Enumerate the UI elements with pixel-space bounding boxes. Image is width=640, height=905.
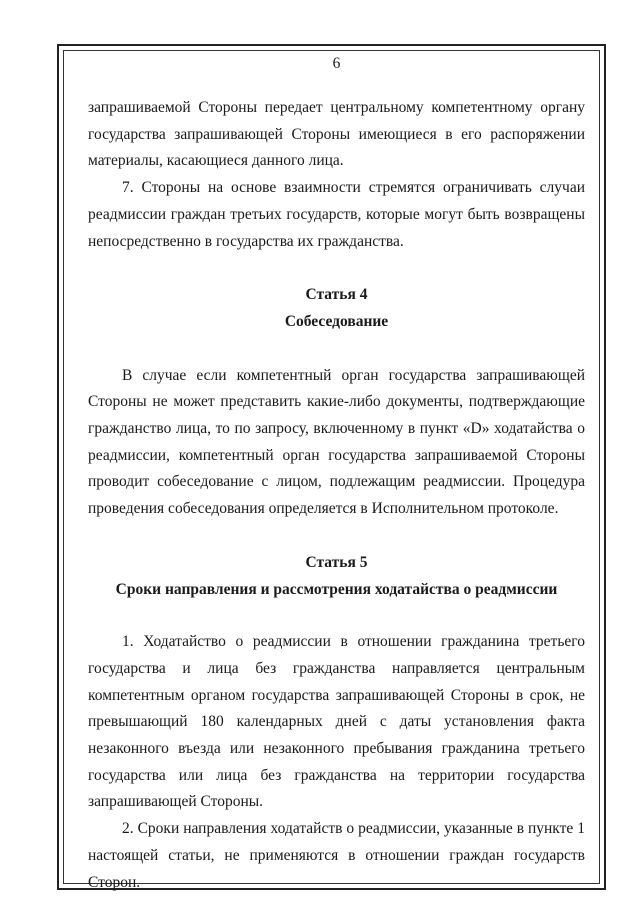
spacer bbox=[88, 336, 585, 363]
spacer bbox=[88, 255, 585, 282]
article-4-subtitle: Собеседование bbox=[284, 312, 389, 330]
document-page bbox=[88, 54, 585, 896]
paragraph-7: 7. Стороны на основе взаимности стремятся ограничивать случаи реадмиссии граждан третьих государств, которые могут быть возвращены непосредственно в государства их гражданства. bbox=[88, 179, 585, 250]
article-4-text: В случае если компетентный орган государства запрашивающей Стороны не может представить какие-либо документы, подтверждающие гражданство лица, то по запросу, включенному в пункт «D» ходатайства о реадмиссии, компетентный орган государства запрашиваемой Стороны проводит собеседование с лицом, подлежащим реадмиссии. Процедура проведения собеседования определяется в Исполнительном протоколе. bbox=[88, 366, 585, 518]
article-5-paragraph-2: 2. Сроки направления ходатайств о реадмиссии, указанные в пункте 1 настоящей статьи, не применяются в отношении граждан государств Сторон. bbox=[88, 820, 585, 891]
article-5-subtitle: Сроки направления и рассмотрения ходатайства о реадмиссии bbox=[115, 580, 558, 598]
paragraph-continued: запрашиваемой Стороны передает центральному компетентному органу государства запрашивающей Стороны имеющиеся в его распоряжении материалы, касающиеся данного лица. bbox=[88, 99, 585, 170]
article-4-title: Статья 4 bbox=[305, 286, 368, 304]
spacer bbox=[88, 523, 585, 550]
article-5-title: Статья 5 bbox=[305, 553, 368, 571]
article-5-paragraph-1: 1. Ходатайство о реадмиссии в отношении гражданина третьего государства и лица без гражданства направляется центральным компетентным органом государства запрашивающей Стороны в срок, не превышающий 180 календарных дней с даты установления факта незаконного въезда или незаконного пребывания гражданина третьего государства или лица без гражданства на территории государства запрашивающей Стороны. bbox=[88, 633, 585, 811]
page-number: 6 bbox=[332, 55, 341, 72]
spacer bbox=[88, 603, 585, 629]
